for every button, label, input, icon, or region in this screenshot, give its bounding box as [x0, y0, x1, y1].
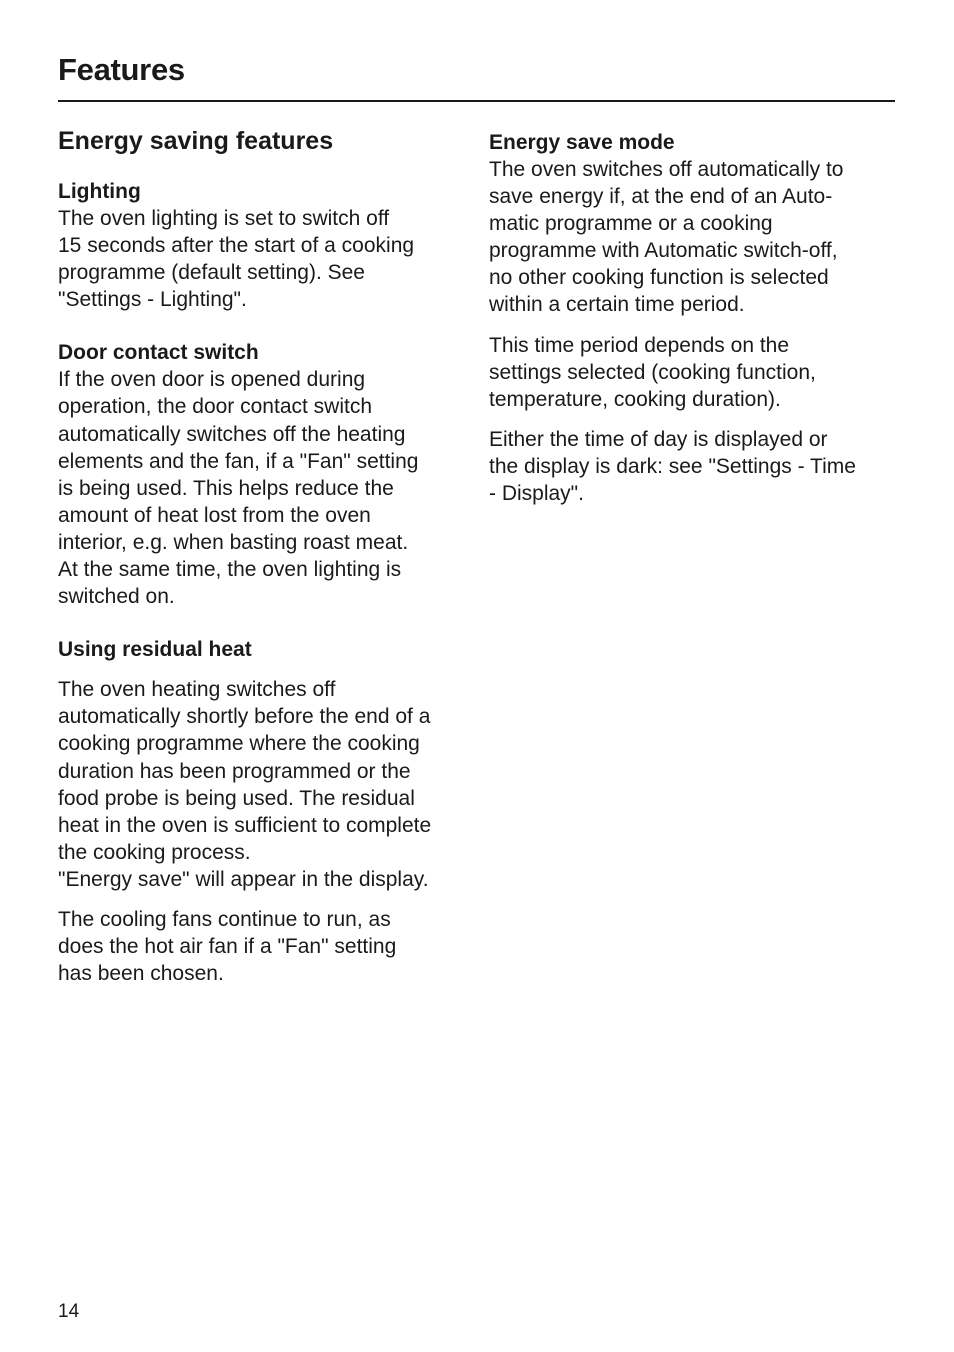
door-contact-text: If the oven door is opened during operation, the door contact switch automatically switches off the heating elements and the fan, if a "Fan" setting is being used. This helps reduce the amount of heat lost from the oven interior, e.g. when basting roast meat. At the same time, the oven lighting is switched on.	[58, 368, 419, 609]
left-column	[58, 124, 463, 1013]
door-contact-block	[58, 339, 463, 610]
right-column	[489, 124, 895, 533]
energy-save-heading: Energy save mode	[489, 131, 675, 154]
energy-save-text-2: This time period depends on the settings selected (cooking function, temperature, cooking duration).	[489, 333, 816, 411]
residual-heat-heading: Using residual heat	[58, 638, 252, 662]
page-header	[58, 50, 895, 102]
energy-save-text-1: The oven switches off automatically to save energy if, at the end of an Auto- matic programme or a cooking programme with Automatic switch-off, no other cooking function is selected within a certain time period.	[489, 158, 844, 317]
door-contact-heading: Door contact switch	[58, 341, 259, 365]
lighting-block	[58, 178, 463, 313]
lighting-text: The oven lighting is set to switch off 15 seconds after the start of a cooking programme (default setting). See "Settings - Lighting".	[58, 207, 415, 312]
section-title: Energy saving features	[58, 127, 334, 155]
energy-save-block	[489, 129, 895, 507]
residual-heat-block	[58, 636, 463, 987]
lighting-heading: Lighting	[58, 180, 141, 203]
page-number: 14	[58, 1301, 80, 1322]
energy-save-text-3: Either the time of day is displayed or the display is dark: see "Settings - Time - Display".	[489, 427, 856, 506]
residual-heat-text-1: The oven heating switches off automatically shortly before the end of a cooking programme where the cooking duration has been programmed or the food probe is being used. The residual heat in the oven is sufficient to complete the cooking process. "Energy save" will appear in the display.	[58, 678, 432, 891]
residual-heat-text-2: The cooling fans continue to run, as does the hot air fan if a "Fan" setting has been chosen.	[58, 907, 397, 986]
page-title: Features	[58, 52, 185, 87]
